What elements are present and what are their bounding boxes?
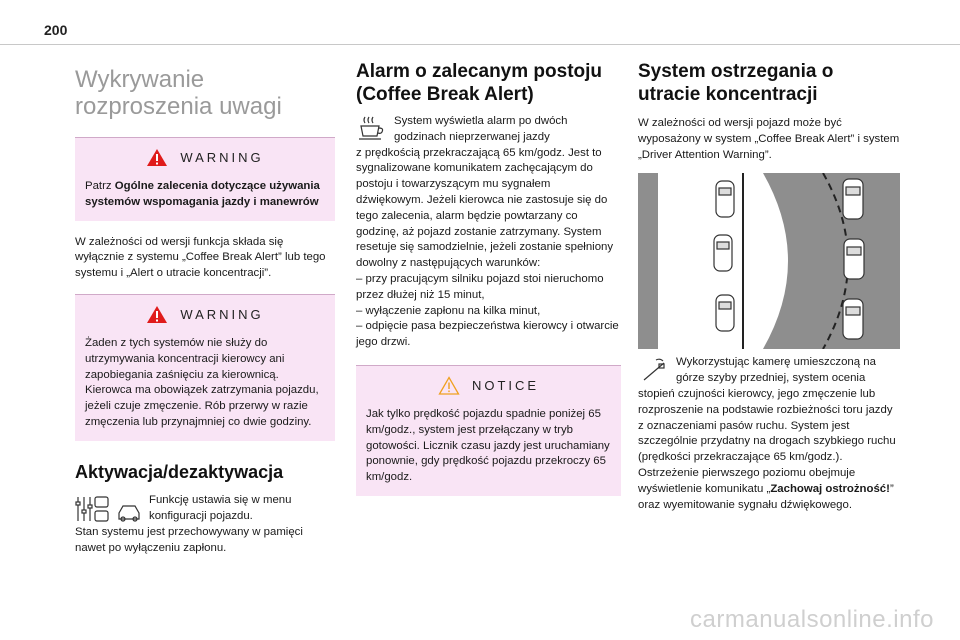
camera-description: [638, 387, 900, 513]
notice-box: [356, 365, 621, 496]
notice-header: [366, 376, 611, 395]
header-divider: [0, 44, 960, 45]
notice-triangle-icon: [438, 376, 460, 395]
page-number: 200: [44, 22, 68, 38]
warning-triangle-icon: [146, 305, 168, 324]
windshield-camera-icon: [638, 355, 670, 385]
warning-text: Żaden z tych systemów nie służy do utrzymywania koncentracji kierowcy ani zapobiegania zaśnięciu za kierownicą. Kierowca ma obowiązek zatrzymania pojazdu, jeżeli czuje zmęczenie. Rób przerwy w razie zmęczenia lub przynajmniej co dwie godziny.: [85, 336, 319, 428]
warning-box-responsibility: [75, 294, 335, 441]
section-title-coffee-break: Alarm o zalecanym postoju (Coffee Break Alert): [356, 61, 603, 105]
warning-reference-link: Ogólne zalecenia dotyczące używania systemów wspomagania jazdy i manewrów: [85, 180, 320, 208]
warning-triangle-icon: [146, 148, 168, 167]
coffee-intro-text: System wyświetla alarm po dwóch godzinach nieprzerwanej jazdy: [394, 115, 568, 143]
camera-description-end: ” oraz wyemitowanie sygnału dźwiękowego.: [638, 482, 894, 511]
reset-condition-item: – odpięcie pasa bezpieczeństwa kierowcy i otwarcie jego drzwi.: [356, 320, 619, 349]
activation-settings-row: [75, 493, 335, 525]
warning-text: [85, 179, 325, 211]
section-title-activation: Aktywacja/dezaktywacja: [75, 461, 284, 482]
notice-label: NOTICE: [471, 377, 540, 393]
section-title-attention: System ostrzegania o utracie koncentracji: [638, 61, 834, 105]
coffee-body-text: z prędkością przekraczającą 65 km/godz. Jest to sygnalizowane komunikatem zachęcającym do postoju i towarzyszącym mu sygnałem dźwiękowym. Jeżeli kierowca nie zastosuje się do tego zalecenia, alarm będzie powtarzany co godzinę, aż pojazd zostanie zatrzymany. System resetuje się samodzielnie, jeżeli zostanie spełniony dowolny z następujących warunków:: [356, 146, 614, 270]
warning-label: WARNING: [180, 306, 264, 322]
notice-text: Jak tylko prędkość pojazdu spadnie poniżej 65 km/godz., system jest przełączany w tryb gotowości. Licznik czasu jazdy jest uruchamiany ponownie, gdy prędkość pojazdu przekroczy 65 km/godz.: [366, 407, 610, 484]
warning-header: [85, 305, 325, 324]
variant-paragraph: W zależności od wersji funkcja składa się wyłącznie z systemu „Coffee Break Alert” lub tego systemu i „Alert o utracie koncentracji”.: [75, 235, 326, 280]
warning-label: WARNING: [180, 150, 264, 165]
reset-condition-item: – przy pracującym silniku pojazd stoi nieruchomo przez dłużej niż 15 minut,: [356, 272, 604, 301]
column-distraction-detection: [75, 66, 335, 556]
camera-description-text: stopień czujności kierowcy, jego zmęczenie lub rozproszenie na podstawie rozbieżności toru jazdy z oznaczeniami pasów ruchu. System jest szczególnie przydatny na drogach szybkiego ruchu (prędkości przekraczające 65 km/godz.). Ostrzeżenie pierwszego poziomu obejmuje wyświetlenie komunikatu „: [638, 387, 896, 495]
lane-departure-illustration: [638, 173, 900, 349]
warning-header: [85, 148, 325, 167]
activation-intro: Funkcję ustawia się w menu konfiguracji pojazdu.: [149, 493, 292, 522]
coffee-intro-row: [356, 114, 621, 146]
section-title-distraction: Wykrywanie rozproszenia uwagi: [75, 66, 282, 120]
warning-box-general: [75, 137, 335, 221]
warning-text-prefix: Patrz: [85, 180, 115, 192]
alert-message-text: Zachowaj ostrożność!: [770, 482, 890, 495]
vehicle-settings-icon: [75, 493, 143, 525]
column-attention-warning: [638, 60, 900, 513]
activation-memory-text: Stan systemu jest przechowywany w pamięci nawet po wyłączeniu zapłonu.: [75, 525, 303, 554]
reset-condition-item: – wyłączenie zapłonu na kilka minut,: [356, 304, 541, 317]
column-coffee-break: [356, 60, 621, 496]
coffee-cup-icon: [356, 114, 388, 144]
attention-intro: W zależności od wersji pojazd może być wyposażony w system „Coffee Break Alert” i system „Driver Attention Warning”.: [638, 117, 900, 161]
camera-intro-text: Wykorzystując kamerę umieszczoną na górze szyby przedniej, system ocenia: [676, 356, 876, 385]
watermark: carmanualsonline.info: [690, 606, 934, 633]
camera-intro-row: [638, 355, 900, 387]
